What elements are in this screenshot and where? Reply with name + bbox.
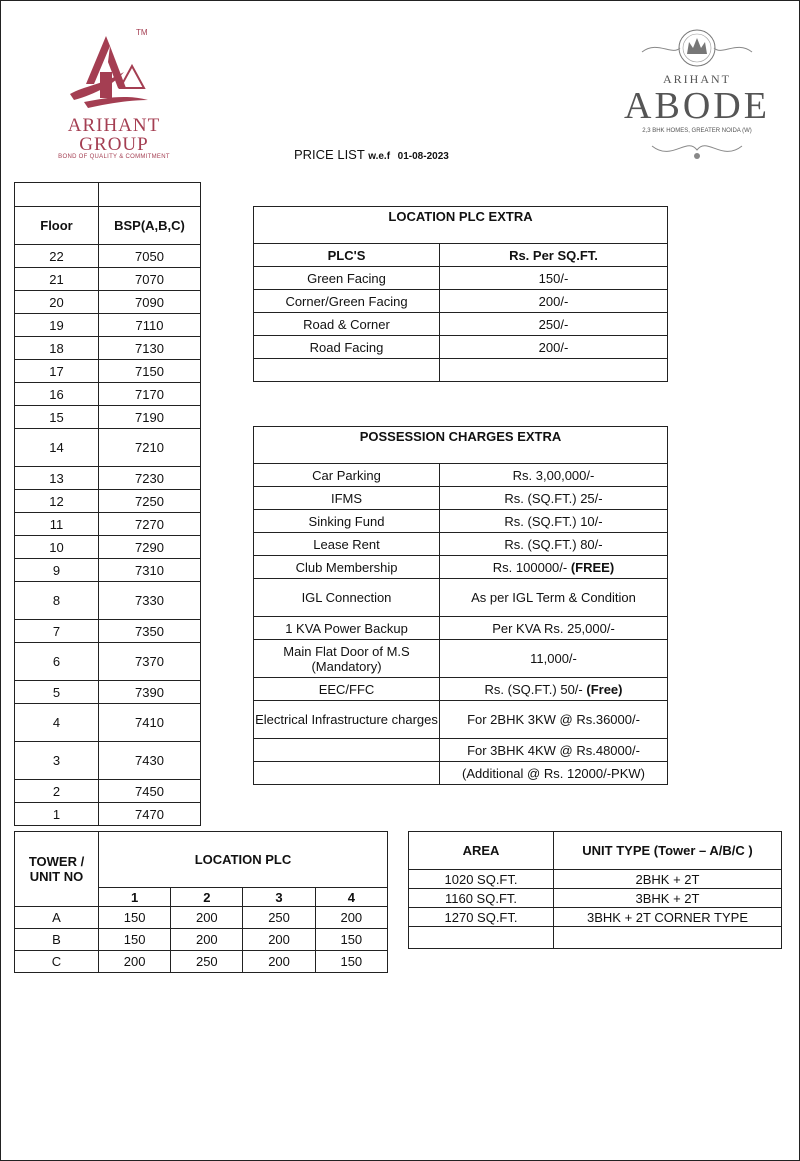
empty-cell [554, 927, 782, 949]
charge-item-cell: Lease Rent [254, 533, 440, 556]
charge-item-cell [254, 739, 440, 762]
column-header: 3 [243, 888, 315, 907]
floor-cell: 10 [15, 536, 99, 559]
floor-body [15, 245, 201, 826]
plc-value-cell: 200 [315, 907, 387, 929]
tower-plc-table [14, 831, 388, 973]
plc-name-cell: Green Facing [254, 267, 440, 290]
charge-value: As per IGL Term & Condition [471, 590, 636, 605]
title-text: PRICE LIST [294, 147, 365, 162]
tower-body [15, 907, 388, 973]
charge-value: For 2BHK 3KW @ Rs.36000/- [467, 712, 640, 727]
table-row [409, 927, 782, 949]
table-row [15, 643, 201, 681]
table-row [15, 406, 201, 429]
area-cell: 1270 SQ.FT. [409, 908, 554, 927]
table-row [15, 183, 201, 207]
bsp-cell: 7450 [99, 780, 201, 803]
area-body [409, 870, 782, 949]
plc-value-cell: 150 [99, 907, 171, 929]
bsp-cell: 7190 [99, 406, 201, 429]
floor-cell: 15 [15, 406, 99, 429]
trademark-label: TM [136, 28, 148, 37]
table-row [15, 559, 201, 582]
table-row [254, 617, 668, 640]
charge-item-cell: 1 KVA Power Backup [254, 617, 440, 640]
floor-cell: 13 [15, 467, 99, 490]
location-plc-header: LOCATION PLC [99, 832, 388, 888]
empty-cell [254, 359, 440, 382]
table-row [15, 291, 201, 314]
table-row [254, 762, 668, 785]
table-title-row [254, 427, 668, 464]
unit-type-cell: 3BHK + 2T [554, 889, 782, 908]
plc-table-title: LOCATION PLC EXTRA [254, 207, 668, 244]
bsp-cell: 7050 [99, 245, 201, 268]
table-row [254, 739, 668, 762]
floor-cell: 3 [15, 742, 99, 780]
possession-body [254, 464, 668, 785]
column-header: 1 [99, 888, 171, 907]
charge-value-cell [440, 510, 668, 533]
table-row [15, 337, 201, 360]
floor-cell: 18 [15, 337, 99, 360]
group-name: ARIHANT GROUP [67, 115, 161, 155]
floor-cell: 12 [15, 490, 99, 513]
bsp-cell: 7070 [99, 268, 201, 291]
empty-cell [440, 359, 668, 382]
charge-item-cell: IFMS [254, 487, 440, 510]
table-row [254, 640, 668, 678]
floor-cell: 14 [15, 429, 99, 467]
floor-cell: 19 [15, 314, 99, 337]
rate-header: Rs. Per SQ.FT. [440, 244, 668, 267]
bsp-cell: 7230 [99, 467, 201, 490]
charge-value-bold: (Free) [586, 681, 623, 697]
table-row [15, 780, 201, 803]
plc-value-cell: 150 [315, 929, 387, 951]
charge-item-cell [254, 762, 440, 785]
area-cell: 1020 SQ.FT. [409, 870, 554, 889]
plc-rate-cell: 250/- [440, 313, 668, 336]
table-row [254, 359, 668, 382]
table-row [15, 429, 201, 467]
table-row [409, 908, 782, 927]
arihant-group-logo [44, 26, 184, 166]
charge-item-cell: Car Parking [254, 464, 440, 487]
charge-value-cell [440, 701, 668, 739]
table-header-row [15, 207, 201, 245]
possession-charges-table [253, 426, 668, 785]
table-row [15, 582, 201, 620]
tower-cell: C [15, 951, 99, 973]
table-row [15, 513, 201, 536]
table-row [254, 313, 668, 336]
charge-value-cell [440, 678, 668, 701]
charge-value: Rs. (SQ.FT.) 25/- [504, 490, 603, 506]
table-row [15, 951, 388, 973]
bsp-cell: 7130 [99, 337, 201, 360]
floor-header: Floor [15, 207, 99, 245]
area-unit-type-table [408, 831, 782, 949]
plc-header: PLC'S [254, 244, 440, 267]
possession-table-title: POSSESSION CHARGES EXTRA [254, 427, 668, 464]
unit-type-cell: 3BHK + 2T CORNER TYPE [554, 908, 782, 927]
bsp-cell: 7350 [99, 620, 201, 643]
charge-value-cell [440, 556, 668, 579]
bsp-cell: 7430 [99, 742, 201, 780]
plc-name-cell: Corner/Green Facing [254, 290, 440, 313]
page-title [294, 147, 449, 162]
table-title-row [254, 207, 668, 244]
floor-cell: 20 [15, 291, 99, 314]
table-row [15, 742, 201, 780]
area-cell: 1160 SQ.FT. [409, 889, 554, 908]
charge-item-cell: IGL Connection [254, 579, 440, 617]
table-header-row [254, 244, 668, 267]
bsp-cell: 7390 [99, 681, 201, 704]
table-row [15, 803, 201, 826]
charge-value: Rs. 100000/- [492, 559, 571, 575]
crown-ornament-icon [612, 22, 782, 72]
tower-cell: A [15, 907, 99, 929]
table-row [15, 467, 201, 490]
bsp-cell: 7210 [99, 429, 201, 467]
bsp-cell: 7110 [99, 314, 201, 337]
floor-cell: 11 [15, 513, 99, 536]
table-row [254, 510, 668, 533]
charge-value-cell [440, 739, 668, 762]
plc-value-cell: 150 [315, 951, 387, 973]
charge-value-bold: (FREE) [570, 559, 615, 575]
wef-label: w.e.f [368, 151, 391, 162]
table-row [15, 681, 201, 704]
table-row [254, 464, 668, 487]
table-header-row [409, 832, 782, 870]
empty-cell [15, 183, 99, 207]
charge-value-cell [440, 762, 668, 785]
plc-name-cell: Road Facing [254, 336, 440, 359]
table-header-row [15, 832, 388, 888]
floor-cell: 1 [15, 803, 99, 826]
table-row [15, 245, 201, 268]
charge-item-cell: Sinking Fund [254, 510, 440, 533]
charge-value-cell [440, 487, 668, 510]
tower-unit-header: TOWER / UNIT NO [15, 832, 99, 907]
floor-cell: 21 [15, 268, 99, 291]
bsp-cell: 7330 [99, 582, 201, 620]
table-row [15, 268, 201, 291]
plc-value-cell: 200 [243, 929, 315, 951]
charge-value-cell [440, 464, 668, 487]
table-row [409, 870, 782, 889]
table-row [15, 536, 201, 559]
plc-value-cell: 200 [99, 951, 171, 973]
charge-value-cell [440, 579, 668, 617]
table-row [15, 907, 388, 929]
charge-value-cell [440, 533, 668, 556]
tower-cell: B [15, 929, 99, 951]
floor-cell: 8 [15, 582, 99, 620]
plc-value-cell: 200 [243, 951, 315, 973]
brand-subtitle: 2,3 BHK HOMES, GREATER NOIDA (W) [642, 128, 752, 134]
charge-value: (Additional @ Rs. 12000/-PKW) [462, 765, 645, 781]
table-row [254, 579, 668, 617]
column-header: 2 [171, 888, 243, 907]
group-tagline: BOND OF QUALITY & COMMITMENT [58, 154, 170, 160]
charge-value: Rs. (SQ.FT.) 10/- [504, 513, 603, 529]
charge-item-cell: Club Membership [254, 556, 440, 579]
brand-big: ABODE [624, 85, 770, 127]
table-row [409, 889, 782, 908]
floor-cell: 16 [15, 383, 99, 406]
floor-cell: 6 [15, 643, 99, 681]
plc-body [254, 267, 668, 382]
charge-value: Rs. 3,00,000/- [512, 467, 595, 483]
charge-item-cell: EEC/FFC [254, 678, 440, 701]
table-row [254, 556, 668, 579]
arihant-group-emblem-icon [44, 26, 184, 116]
arihant-abode-logo [612, 22, 782, 172]
charge-value-cell [440, 617, 668, 640]
brand-small: ARIHANT [663, 72, 731, 86]
table-row [254, 267, 668, 290]
charge-item-cell: Electrical Infrastructure charges [254, 701, 440, 739]
bsp-cell: 7270 [99, 513, 201, 536]
floor-cell: 9 [15, 559, 99, 582]
plc-value-cell: 200 [171, 929, 243, 951]
price-date: 01-08-2023 [397, 151, 449, 162]
table-row [15, 929, 388, 951]
floor-cell: 7 [15, 620, 99, 643]
floor-cell: 4 [15, 704, 99, 742]
bsp-cell: 7150 [99, 360, 201, 383]
table-row [254, 701, 668, 739]
column-header: 4 [315, 888, 387, 907]
charge-value: For 3BHK 4KW @ Rs.48000/- [467, 742, 640, 758]
bsp-cell: 7470 [99, 803, 201, 826]
plc-value-cell: 250 [243, 907, 315, 929]
bottom-ornament-icon [612, 136, 782, 172]
floor-cell: 5 [15, 681, 99, 704]
charge-value: 11,000/- [530, 651, 577, 666]
location-plc-table [253, 206, 668, 382]
bsp-header: BSP(A,B,C) [99, 207, 201, 245]
empty-cell [409, 927, 554, 949]
bsp-cell: 7290 [99, 536, 201, 559]
plc-value-cell: 200 [171, 907, 243, 929]
bsp-cell: 7090 [99, 291, 201, 314]
bsp-cell: 7170 [99, 383, 201, 406]
table-row [254, 533, 668, 556]
table-row [15, 620, 201, 643]
table-row [15, 360, 201, 383]
plc-value-cell: 150 [99, 929, 171, 951]
bsp-cell: 7310 [99, 559, 201, 582]
floor-cell: 22 [15, 245, 99, 268]
table-row [15, 383, 201, 406]
table-row [254, 678, 668, 701]
charge-value: Rs. (SQ.FT.) 80/- [504, 536, 603, 552]
plc-name-cell: Road & Corner [254, 313, 440, 336]
table-row [254, 336, 668, 359]
table-row [15, 314, 201, 337]
table-row [15, 490, 201, 513]
table-row [254, 290, 668, 313]
charge-value: Per KVA Rs. 25,000/- [492, 620, 615, 636]
area-header: AREA [409, 832, 554, 870]
table-row [254, 487, 668, 510]
floor-cell: 2 [15, 780, 99, 803]
empty-cell [99, 183, 201, 207]
plc-value-cell: 250 [171, 951, 243, 973]
floor-bsp-table [14, 182, 201, 826]
unit-type-cell: 2BHK + 2T [554, 870, 782, 889]
charge-value-cell [440, 640, 668, 678]
charge-item-cell: Main Flat Door of M.S (Mandatory) [254, 640, 440, 678]
plc-rate-cell: 200/- [440, 290, 668, 313]
floor-cell: 17 [15, 360, 99, 383]
unit-type-header: UNIT TYPE (Tower – A/B/C ) [554, 832, 782, 870]
charge-value: Rs. (SQ.FT.) 50/- [484, 681, 587, 697]
bsp-cell: 7250 [99, 490, 201, 513]
table-row [15, 704, 201, 742]
bsp-cell: 7370 [99, 643, 201, 681]
plc-rate-cell: 150/- [440, 267, 668, 290]
bsp-cell: 7410 [99, 704, 201, 742]
plc-rate-cell: 200/- [440, 336, 668, 359]
